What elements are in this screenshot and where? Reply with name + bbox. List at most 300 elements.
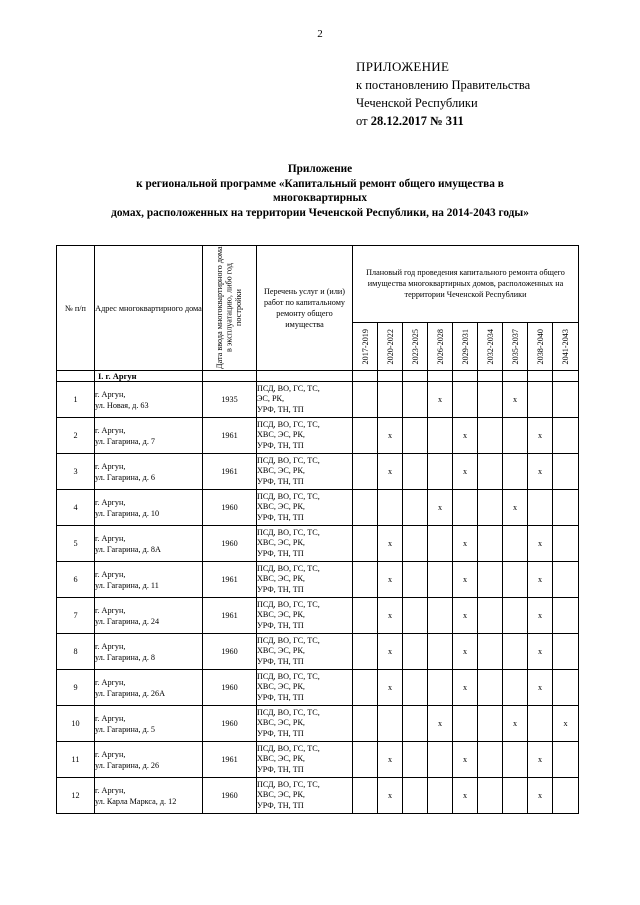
row-address-city: г. Аргун, <box>95 533 126 543</box>
plan-cell-2041-2043 <box>553 526 579 562</box>
plan-mark: х <box>387 683 393 692</box>
header-num: № п/п <box>57 246 95 371</box>
row-year-built: 1961 <box>203 598 257 634</box>
year-header-2038-2040 <box>528 322 553 370</box>
row-year-built: 1961 <box>203 742 257 778</box>
plan-cell-2017-2019 <box>353 670 378 706</box>
plan-cell-2026-2028 <box>428 454 453 490</box>
row-services-line-3: УРФ, ТН, ТП <box>257 476 304 486</box>
plan-cell-2038-2040 <box>528 454 553 490</box>
year-header-label: 2026-2028 <box>435 328 445 365</box>
row-services-line-1: ПСД, ВО, ГС, ТС, <box>257 743 320 753</box>
plan-cell-2032-2034 <box>478 562 503 598</box>
title-line-4: домах, расположенных на территории Чеченской Республики, на 2014-2043 годы» <box>111 206 529 219</box>
plan-mark: х <box>537 683 543 692</box>
plan-cell-2020-2022 <box>378 490 403 526</box>
plan-cell-2029-2031 <box>453 598 478 634</box>
approval-line-3: Чеченской Республики <box>356 96 478 110</box>
row-address <box>95 382 203 418</box>
plan-cell-2032-2034 <box>478 454 503 490</box>
plan-cell-2029-2031 <box>453 454 478 490</box>
row-address-city: г. Аргун, <box>95 497 126 507</box>
plan-cell-2041-2043 <box>553 742 579 778</box>
row-address-street: ул. Новая, д. 63 <box>95 400 149 410</box>
plan-cell-2035-2037 <box>503 382 528 418</box>
plan-cell-2017-2019 <box>353 598 378 634</box>
row-address-city: г. Аргун, <box>95 713 126 723</box>
plan-cell-2032-2034 <box>478 526 503 562</box>
row-year-built: 1960 <box>203 778 257 814</box>
plan-cell-2017-2019 <box>353 454 378 490</box>
row-address <box>95 670 203 706</box>
row-number: 6 <box>57 562 95 598</box>
plan-cell-2026-2028 <box>428 526 453 562</box>
plan-cell-2041-2043 <box>553 670 579 706</box>
row-services <box>257 634 353 670</box>
plan-cell-2029-2031 <box>453 670 478 706</box>
plan-cell-2029-2031 <box>453 778 478 814</box>
plan-cell-2029-2031 <box>453 526 478 562</box>
row-address <box>95 778 203 814</box>
plan-mark: х <box>387 431 393 440</box>
table-row <box>57 706 579 742</box>
plan-cell-2035-2037 <box>503 526 528 562</box>
year-header-label: 2017-2019 <box>360 328 370 365</box>
plan-cell-2035-2037 <box>503 418 528 454</box>
plan-cell-2041-2043 <box>553 598 579 634</box>
plan-cell-2038-2040 <box>528 742 553 778</box>
plan-cell-2023-2025 <box>403 670 428 706</box>
plan-mark: х <box>387 467 393 476</box>
row-services-line-1: ПСД, ВО, ГС, ТС, <box>257 419 320 429</box>
row-services <box>257 418 353 454</box>
year-header-2035-2037 <box>503 322 528 370</box>
plan-mark: х <box>537 755 543 764</box>
plan-cell-2020-2022 <box>378 634 403 670</box>
plan-cell-2029-2031 <box>453 562 478 598</box>
plan-mark: х <box>537 791 543 800</box>
row-address-street: ул. Гагарина, д. 5 <box>95 724 156 734</box>
row-address <box>95 418 203 454</box>
year-header-2026-2028 <box>428 322 453 370</box>
plan-mark: х <box>512 503 518 512</box>
year-header-label: 2029-2031 <box>460 328 470 365</box>
plan-cell-2038-2040 <box>528 526 553 562</box>
repair-schedule-table <box>56 245 579 814</box>
plan-mark: х <box>563 719 568 728</box>
header-services: Перечень услуг и (или) работ по капитальному ремонту общего имущества <box>257 246 353 371</box>
table-row <box>57 454 579 490</box>
table-row <box>57 670 579 706</box>
header-plan: Плановый год проведения капитального ремонта общего имущества многоквартирных домов, расположенных на территории Чеченской Республики <box>353 246 579 323</box>
year-header-2032-2034 <box>478 322 503 370</box>
row-services-line-2: ХВС, ЭС, РК, <box>257 790 305 800</box>
plan-cell-2020-2022 <box>378 382 403 418</box>
plan-mark: х <box>462 431 468 440</box>
plan-mark: х <box>537 575 543 584</box>
row-services-line-3: УРФ, ТН, ТП <box>257 548 304 558</box>
approval-block <box>356 58 530 130</box>
plan-mark: х <box>537 467 543 476</box>
plan-cell-2032-2034 <box>478 670 503 706</box>
table-row <box>57 526 579 562</box>
row-services <box>257 490 353 526</box>
row-address-city: г. Аргун, <box>95 641 126 651</box>
plan-cell-2020-2022 <box>378 562 403 598</box>
row-address <box>95 634 203 670</box>
plan-cell-2023-2025 <box>403 382 428 418</box>
row-address <box>95 562 203 598</box>
plan-cell-2017-2019 <box>353 526 378 562</box>
row-services <box>257 778 353 814</box>
plan-cell-2029-2031 <box>453 418 478 454</box>
table-row <box>57 562 579 598</box>
plan-cell-2038-2040 <box>528 634 553 670</box>
plan-cell-2017-2019 <box>353 778 378 814</box>
plan-mark: х <box>462 791 468 800</box>
row-services-line-1: ПСД, ВО, ГС, ТС, <box>257 779 320 789</box>
row-address-street: ул. Гагарина, д. 26 <box>95 760 160 770</box>
row-address-street: ул. Гагарина, д. 11 <box>95 580 159 590</box>
plan-cell-2017-2019 <box>353 418 378 454</box>
plan-mark: х <box>387 611 393 620</box>
row-number: 4 <box>57 490 95 526</box>
plan-mark: х <box>387 755 393 764</box>
plan-cell-2017-2019 <box>353 706 378 742</box>
plan-mark: х <box>462 575 468 584</box>
plan-cell-2029-2031 <box>453 742 478 778</box>
plan-cell-2023-2025 <box>403 706 428 742</box>
row-services-line-1: ПСД, ВО, ГС, ТС, <box>257 599 320 609</box>
row-services-line-1: ПСД, ВО, ГС, ТС, <box>257 527 320 537</box>
plan-cell-2035-2037 <box>503 598 528 634</box>
plan-cell-2032-2034 <box>478 706 503 742</box>
plan-mark: х <box>387 647 393 656</box>
row-services-line-3: УРФ, ТН, ТП <box>257 800 304 810</box>
row-year-built: 1960 <box>203 706 257 742</box>
plan-cell-2032-2034 <box>478 634 503 670</box>
year-header-2029-2031 <box>453 322 478 370</box>
row-address <box>95 490 203 526</box>
row-services-line-3: УРФ, ТН, ТП <box>257 512 304 522</box>
row-services-line-2: ЭС, РК, <box>257 394 285 404</box>
row-services <box>257 562 353 598</box>
plan-cell-2032-2034 <box>478 778 503 814</box>
plan-cell-2020-2022 <box>378 742 403 778</box>
row-number: 5 <box>57 526 95 562</box>
row-services <box>257 670 353 706</box>
plan-cell-2020-2022 <box>378 598 403 634</box>
row-address-city: г. Аргун, <box>95 461 126 471</box>
plan-cell-2035-2037 <box>503 778 528 814</box>
plan-cell-2020-2022 <box>378 526 403 562</box>
plan-cell-2023-2025 <box>403 454 428 490</box>
plan-cell-2032-2034 <box>478 598 503 634</box>
row-services <box>257 382 353 418</box>
year-header-2017-2019 <box>353 322 378 370</box>
plan-cell-2020-2022 <box>378 706 403 742</box>
plan-cell-2035-2037 <box>503 742 528 778</box>
row-services <box>257 526 353 562</box>
plan-mark: х <box>462 539 468 548</box>
plan-cell-2032-2034 <box>478 490 503 526</box>
row-address-street: ул. Гагарина, д. 6 <box>95 472 156 482</box>
plan-mark: х <box>537 431 543 440</box>
plan-mark: х <box>462 611 468 620</box>
year-header-2023-2025 <box>403 322 428 370</box>
row-address-street: ул. Карла Маркса, д. 12 <box>95 796 177 806</box>
plan-cell-2035-2037 <box>503 634 528 670</box>
row-services-line-3: УРФ, ТН, ТП <box>257 404 304 414</box>
plan-cell-2038-2040 <box>528 490 553 526</box>
row-number: 2 <box>57 418 95 454</box>
plan-mark: х <box>387 791 393 800</box>
plan-cell-2017-2019 <box>353 562 378 598</box>
plan-cell-2023-2025 <box>403 526 428 562</box>
row-year-built: 1961 <box>203 562 257 598</box>
row-services-line-3: УРФ, ТН, ТП <box>257 728 304 738</box>
plan-cell-2041-2043 <box>553 490 579 526</box>
section-row <box>57 371 579 382</box>
plan-cell-2026-2028 <box>428 382 453 418</box>
year-header-label: 2023-2025 <box>410 328 420 365</box>
plan-mark: х <box>462 683 468 692</box>
table-row <box>57 634 579 670</box>
plan-cell-2026-2028 <box>428 742 453 778</box>
row-services-line-2: ХВС, ЭС, РК, <box>257 610 305 620</box>
plan-cell-2017-2019 <box>353 742 378 778</box>
plan-cell-2017-2019 <box>353 634 378 670</box>
row-services-line-3: УРФ, ТН, ТП <box>257 620 304 630</box>
row-year-built: 1961 <box>203 418 257 454</box>
row-number: 12 <box>57 778 95 814</box>
plan-mark: х <box>512 719 518 728</box>
plan-cell-2026-2028 <box>428 634 453 670</box>
plan-mark: х <box>387 575 393 584</box>
row-year-built: 1960 <box>203 670 257 706</box>
plan-cell-2017-2019 <box>353 490 378 526</box>
plan-mark: х <box>537 611 543 620</box>
year-header-label: 2020-2022 <box>385 328 395 365</box>
table-row <box>57 382 579 418</box>
row-address <box>95 742 203 778</box>
plan-mark: х <box>437 395 443 404</box>
plan-mark: х <box>512 395 518 404</box>
plan-cell-2038-2040 <box>528 598 553 634</box>
row-address-city: г. Аргун, <box>95 749 126 759</box>
plan-cell-2020-2022 <box>378 778 403 814</box>
plan-cell-2035-2037 <box>503 706 528 742</box>
plan-cell-2029-2031 <box>453 634 478 670</box>
row-address-street: ул. Гагарина, д. 8 <box>95 652 156 662</box>
plan-mark: х <box>437 503 443 512</box>
row-services-line-2: ХВС, ЭС, РК, <box>257 466 305 476</box>
plan-cell-2038-2040 <box>528 778 553 814</box>
row-address-city: г. Аргун, <box>95 605 126 615</box>
approval-date-prefix: от <box>356 114 368 128</box>
row-services-line-1: ПСД, ВО, ГС, ТС, <box>257 635 320 645</box>
approval-date: 28.12.2017 № 311 <box>370 114 464 128</box>
plan-cell-2023-2025 <box>403 634 428 670</box>
header-year-built-text: Дата ввода многоквартирного дома в эксплуатацию, либо год постройки <box>215 246 244 370</box>
plan-cell-2038-2040 <box>528 418 553 454</box>
row-number: 3 <box>57 454 95 490</box>
row-address-city: г. Аргун, <box>95 569 126 579</box>
row-number: 10 <box>57 706 95 742</box>
row-services-line-2: ХВС, ЭС, РК, <box>257 430 305 440</box>
row-services-line-1: ПСД, ВО, ГС, ТС, <box>257 455 320 465</box>
plan-mark: х <box>537 539 543 548</box>
section-num-cell <box>57 371 95 382</box>
row-year-built: 1935 <box>203 382 257 418</box>
row-address <box>95 526 203 562</box>
row-address-city: г. Аргун, <box>95 785 126 795</box>
year-header-label: 2035-2037 <box>510 328 520 365</box>
plan-cell-2026-2028 <box>428 598 453 634</box>
row-services-line-2: ХВС, ЭС, РК, <box>257 754 305 764</box>
year-header-label: 2038-2040 <box>535 328 545 365</box>
row-services-line-3: УРФ, ТН, ТП <box>257 656 304 666</box>
plan-mark: х <box>387 539 393 548</box>
row-services-line-2: ХВС, ЭС, РК, <box>257 502 305 512</box>
row-services <box>257 454 353 490</box>
row-services-line-1: ПСД, ВО, ГС, ТС, <box>257 707 320 717</box>
plan-cell-2032-2034 <box>478 382 503 418</box>
plan-cell-2020-2022 <box>378 454 403 490</box>
row-services-line-2: ХВС, ЭС, РК, <box>257 646 305 656</box>
plan-cell-2035-2037 <box>503 490 528 526</box>
row-services-line-3: УРФ, ТН, ТП <box>257 692 304 702</box>
plan-cell-2032-2034 <box>478 418 503 454</box>
plan-cell-2017-2019 <box>353 382 378 418</box>
section-label: I. г. Аргун <box>95 371 203 382</box>
plan-cell-2038-2040 <box>528 706 553 742</box>
row-services-line-2: ХВС, ЭС, РК, <box>257 574 305 584</box>
plan-mark: х <box>462 467 468 476</box>
year-header-2041-2043 <box>553 322 579 370</box>
table-row <box>57 418 579 454</box>
plan-cell-2026-2028 <box>428 418 453 454</box>
plan-cell-2023-2025 <box>403 418 428 454</box>
plan-cell-2026-2028 <box>428 562 453 598</box>
row-services-line-1: ПСД, ВО, ГС, ТС, <box>257 491 320 501</box>
row-address-street: ул. Гагарина, д. 7 <box>95 436 156 446</box>
plan-cell-2026-2028 <box>428 670 453 706</box>
plan-cell-2038-2040 <box>528 382 553 418</box>
plan-cell-2029-2031 <box>453 706 478 742</box>
plan-mark: х <box>462 647 468 656</box>
table-row <box>57 490 579 526</box>
header-address: Адрес многоквартирного дома <box>95 246 203 371</box>
row-services-line-3: УРФ, ТН, ТП <box>257 440 304 450</box>
year-header-2020-2022 <box>378 322 403 370</box>
plan-cell-2041-2043 <box>553 778 579 814</box>
plan-cell-2038-2040 <box>528 562 553 598</box>
row-address-street: ул. Гагарина, д. 10 <box>95 508 160 518</box>
plan-cell-2038-2040 <box>528 670 553 706</box>
plan-cell-2032-2034 <box>478 742 503 778</box>
plan-cell-2020-2022 <box>378 670 403 706</box>
plan-mark: х <box>537 647 543 656</box>
plan-cell-2035-2037 <box>503 670 528 706</box>
plan-cell-2041-2043 <box>553 418 579 454</box>
plan-cell-2041-2043 <box>553 562 579 598</box>
row-number: 8 <box>57 634 95 670</box>
row-services-line-3: УРФ, ТН, ТП <box>257 764 304 774</box>
row-year-built: 1960 <box>203 490 257 526</box>
table-body <box>57 371 579 814</box>
row-year-built: 1961 <box>203 454 257 490</box>
document-title <box>40 162 600 220</box>
row-number: 1 <box>57 382 95 418</box>
plan-cell-2020-2022 <box>378 418 403 454</box>
row-address-street: ул. Гагарина, д. 26А <box>95 688 166 698</box>
row-address-city: г. Аргун, <box>95 389 126 399</box>
approval-date-line <box>356 112 530 130</box>
plan-cell-2041-2043 <box>553 382 579 418</box>
plan-cell-2041-2043 <box>553 454 579 490</box>
approval-heading: ПРИЛОЖЕНИЕ <box>356 59 450 74</box>
plan-cell-2041-2043 <box>553 706 579 742</box>
row-services-line-1: ПСД, ВО, ГС, ТС, <box>257 563 320 573</box>
row-address-city: г. Аргун, <box>95 425 126 435</box>
row-address <box>95 706 203 742</box>
plan-cell-2029-2031 <box>453 382 478 418</box>
plan-mark: х <box>462 755 468 764</box>
row-year-built: 1960 <box>203 526 257 562</box>
approval-line-2: к постановлению Правительства <box>356 78 531 92</box>
header-year-built <box>203 246 257 371</box>
row-services-line-2: ХВС, ЭС, РК, <box>257 682 305 692</box>
plan-cell-2023-2025 <box>403 742 428 778</box>
plan-mark: х <box>437 719 443 728</box>
row-services <box>257 742 353 778</box>
row-address <box>95 454 203 490</box>
plan-cell-2023-2025 <box>403 490 428 526</box>
row-address-street: ул. Гагарина, д. 24 <box>95 616 160 626</box>
plan-cell-2029-2031 <box>453 490 478 526</box>
row-services-line-1: ПСД, ВО, ГС, ТС, <box>257 383 320 393</box>
table-row <box>57 778 579 814</box>
plan-cell-2026-2028 <box>428 490 453 526</box>
plan-cell-2023-2025 <box>403 562 428 598</box>
row-services-line-2: ХВС, ЭС, РК, <box>257 538 305 548</box>
page-number: 2 <box>317 28 323 40</box>
year-header-label: 2041-2043 <box>561 328 570 365</box>
plan-cell-2035-2037 <box>503 562 528 598</box>
table-row <box>57 598 579 634</box>
row-services-line-2: ХВС, ЭС, РК, <box>257 718 305 728</box>
row-address-street: ул. Гагарина, д. 8А <box>95 544 161 554</box>
row-services-line-1: ПСД, ВО, ГС, ТС, <box>257 671 320 681</box>
row-year-built: 1960 <box>203 634 257 670</box>
title-line-2: к региональной программе «Капитальный ремонт общего имущества в <box>136 177 504 190</box>
row-services <box>257 598 353 634</box>
plan-cell-2023-2025 <box>403 598 428 634</box>
plan-cell-2035-2037 <box>503 454 528 490</box>
plan-cell-2026-2028 <box>428 706 453 742</box>
row-number: 11 <box>57 742 95 778</box>
row-address-city: г. Аргун, <box>95 677 126 687</box>
plan-cell-2026-2028 <box>428 778 453 814</box>
row-services-line-3: УРФ, ТН, ТП <box>257 584 304 594</box>
row-services <box>257 706 353 742</box>
year-header-label: 2032-2034 <box>485 328 495 365</box>
title-line-3: многоквартирных <box>272 192 368 204</box>
plan-cell-2041-2043 <box>553 634 579 670</box>
row-address <box>95 598 203 634</box>
row-number: 7 <box>57 598 95 634</box>
